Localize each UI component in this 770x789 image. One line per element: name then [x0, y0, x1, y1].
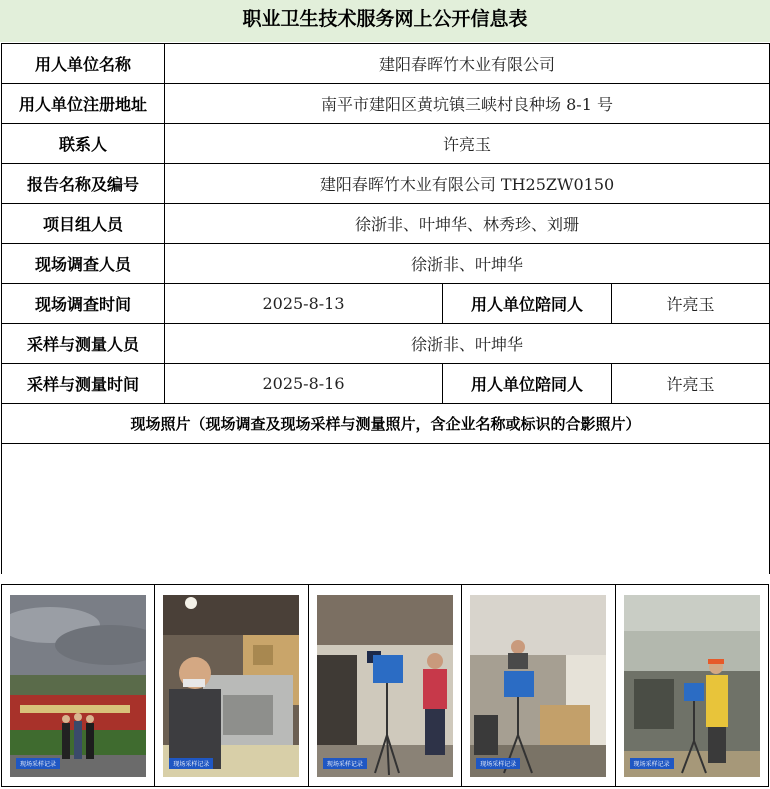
table-row — [2, 44, 770, 84]
address-label: 用人单位注册地址 — [2, 84, 165, 124]
survey-escort-value: 许亮玉 — [612, 284, 770, 324]
survey-escort-label: 用人单位陪同人 — [443, 284, 612, 324]
photos-label: 现场照片（现场调查及现场采样与测量照片，含企业名称或标识的合影照片） — [2, 404, 770, 444]
table-row — [2, 364, 770, 404]
sampling-people-value: 徐浙非、叶坤华 — [165, 324, 770, 364]
address-value: 南平市建阳区黄坑镇三峡村良种场 8-1 号 — [165, 84, 770, 124]
survey-people-value: 徐浙非、叶坤华 — [165, 244, 770, 284]
table-row — [2, 124, 770, 164]
photo-badge: 现场采样记录 — [476, 758, 520, 769]
photo-cell — [155, 585, 308, 786]
photo-cell — [616, 585, 768, 786]
photo-area-spacer — [2, 444, 770, 575]
photo-strip — [1, 584, 769, 787]
survey-time-label: 现场调查时间 — [2, 284, 165, 324]
photo-sampling-worker-yellow — [624, 595, 760, 777]
sampling-people-label: 采样与测量人员 — [2, 324, 165, 364]
photo-sampling-worker — [317, 595, 453, 777]
team-label: 项目组人员 — [2, 204, 165, 244]
survey-people-label: 现场调查人员 — [2, 244, 165, 284]
table-row — [2, 404, 770, 444]
table-row — [2, 324, 770, 364]
contact-label: 联系人 — [2, 124, 165, 164]
info-table — [1, 43, 770, 574]
table-row — [2, 204, 770, 244]
table-row — [2, 84, 770, 124]
contact-value: 许亮玉 — [165, 124, 770, 164]
report-label: 报告名称及编号 — [2, 164, 165, 204]
sampling-escort-label: 用人单位陪同人 — [443, 364, 612, 404]
table-row — [2, 164, 770, 204]
sampling-time-value: 2025-8-16 — [165, 364, 443, 404]
photo-badge: 现场采样记录 — [630, 758, 674, 769]
table-row — [2, 244, 770, 284]
page-title: 职业卫生技术服务网上公开信息表 — [0, 0, 770, 42]
table-row — [2, 284, 770, 324]
photo-sampling-workshop — [470, 595, 606, 777]
photo-badge: 现场采样记录 — [16, 758, 60, 769]
sampling-time-label: 采样与测量时间 — [2, 364, 165, 404]
company-name-value: 建阳春晖竹木业有限公司 — [165, 44, 770, 84]
survey-time-value: 2025-8-13 — [165, 284, 443, 324]
photo-cell — [2, 585, 155, 786]
team-value: 徐浙非、叶坤华、林秀珍、刘珊 — [165, 204, 770, 244]
photo-badge: 现场采样记录 — [169, 758, 213, 769]
report-value: 建阳春晖竹木业有限公司 TH25ZW0150 — [165, 164, 770, 204]
photo-company-gate — [10, 595, 146, 777]
photo-worker-machine — [163, 595, 299, 777]
photo-cell — [309, 585, 462, 786]
photo-badge: 现场采样记录 — [323, 758, 367, 769]
sampling-escort-value: 许亮玉 — [612, 364, 770, 404]
photo-cell — [462, 585, 615, 786]
company-name-label: 用人单位名称 — [2, 44, 165, 84]
